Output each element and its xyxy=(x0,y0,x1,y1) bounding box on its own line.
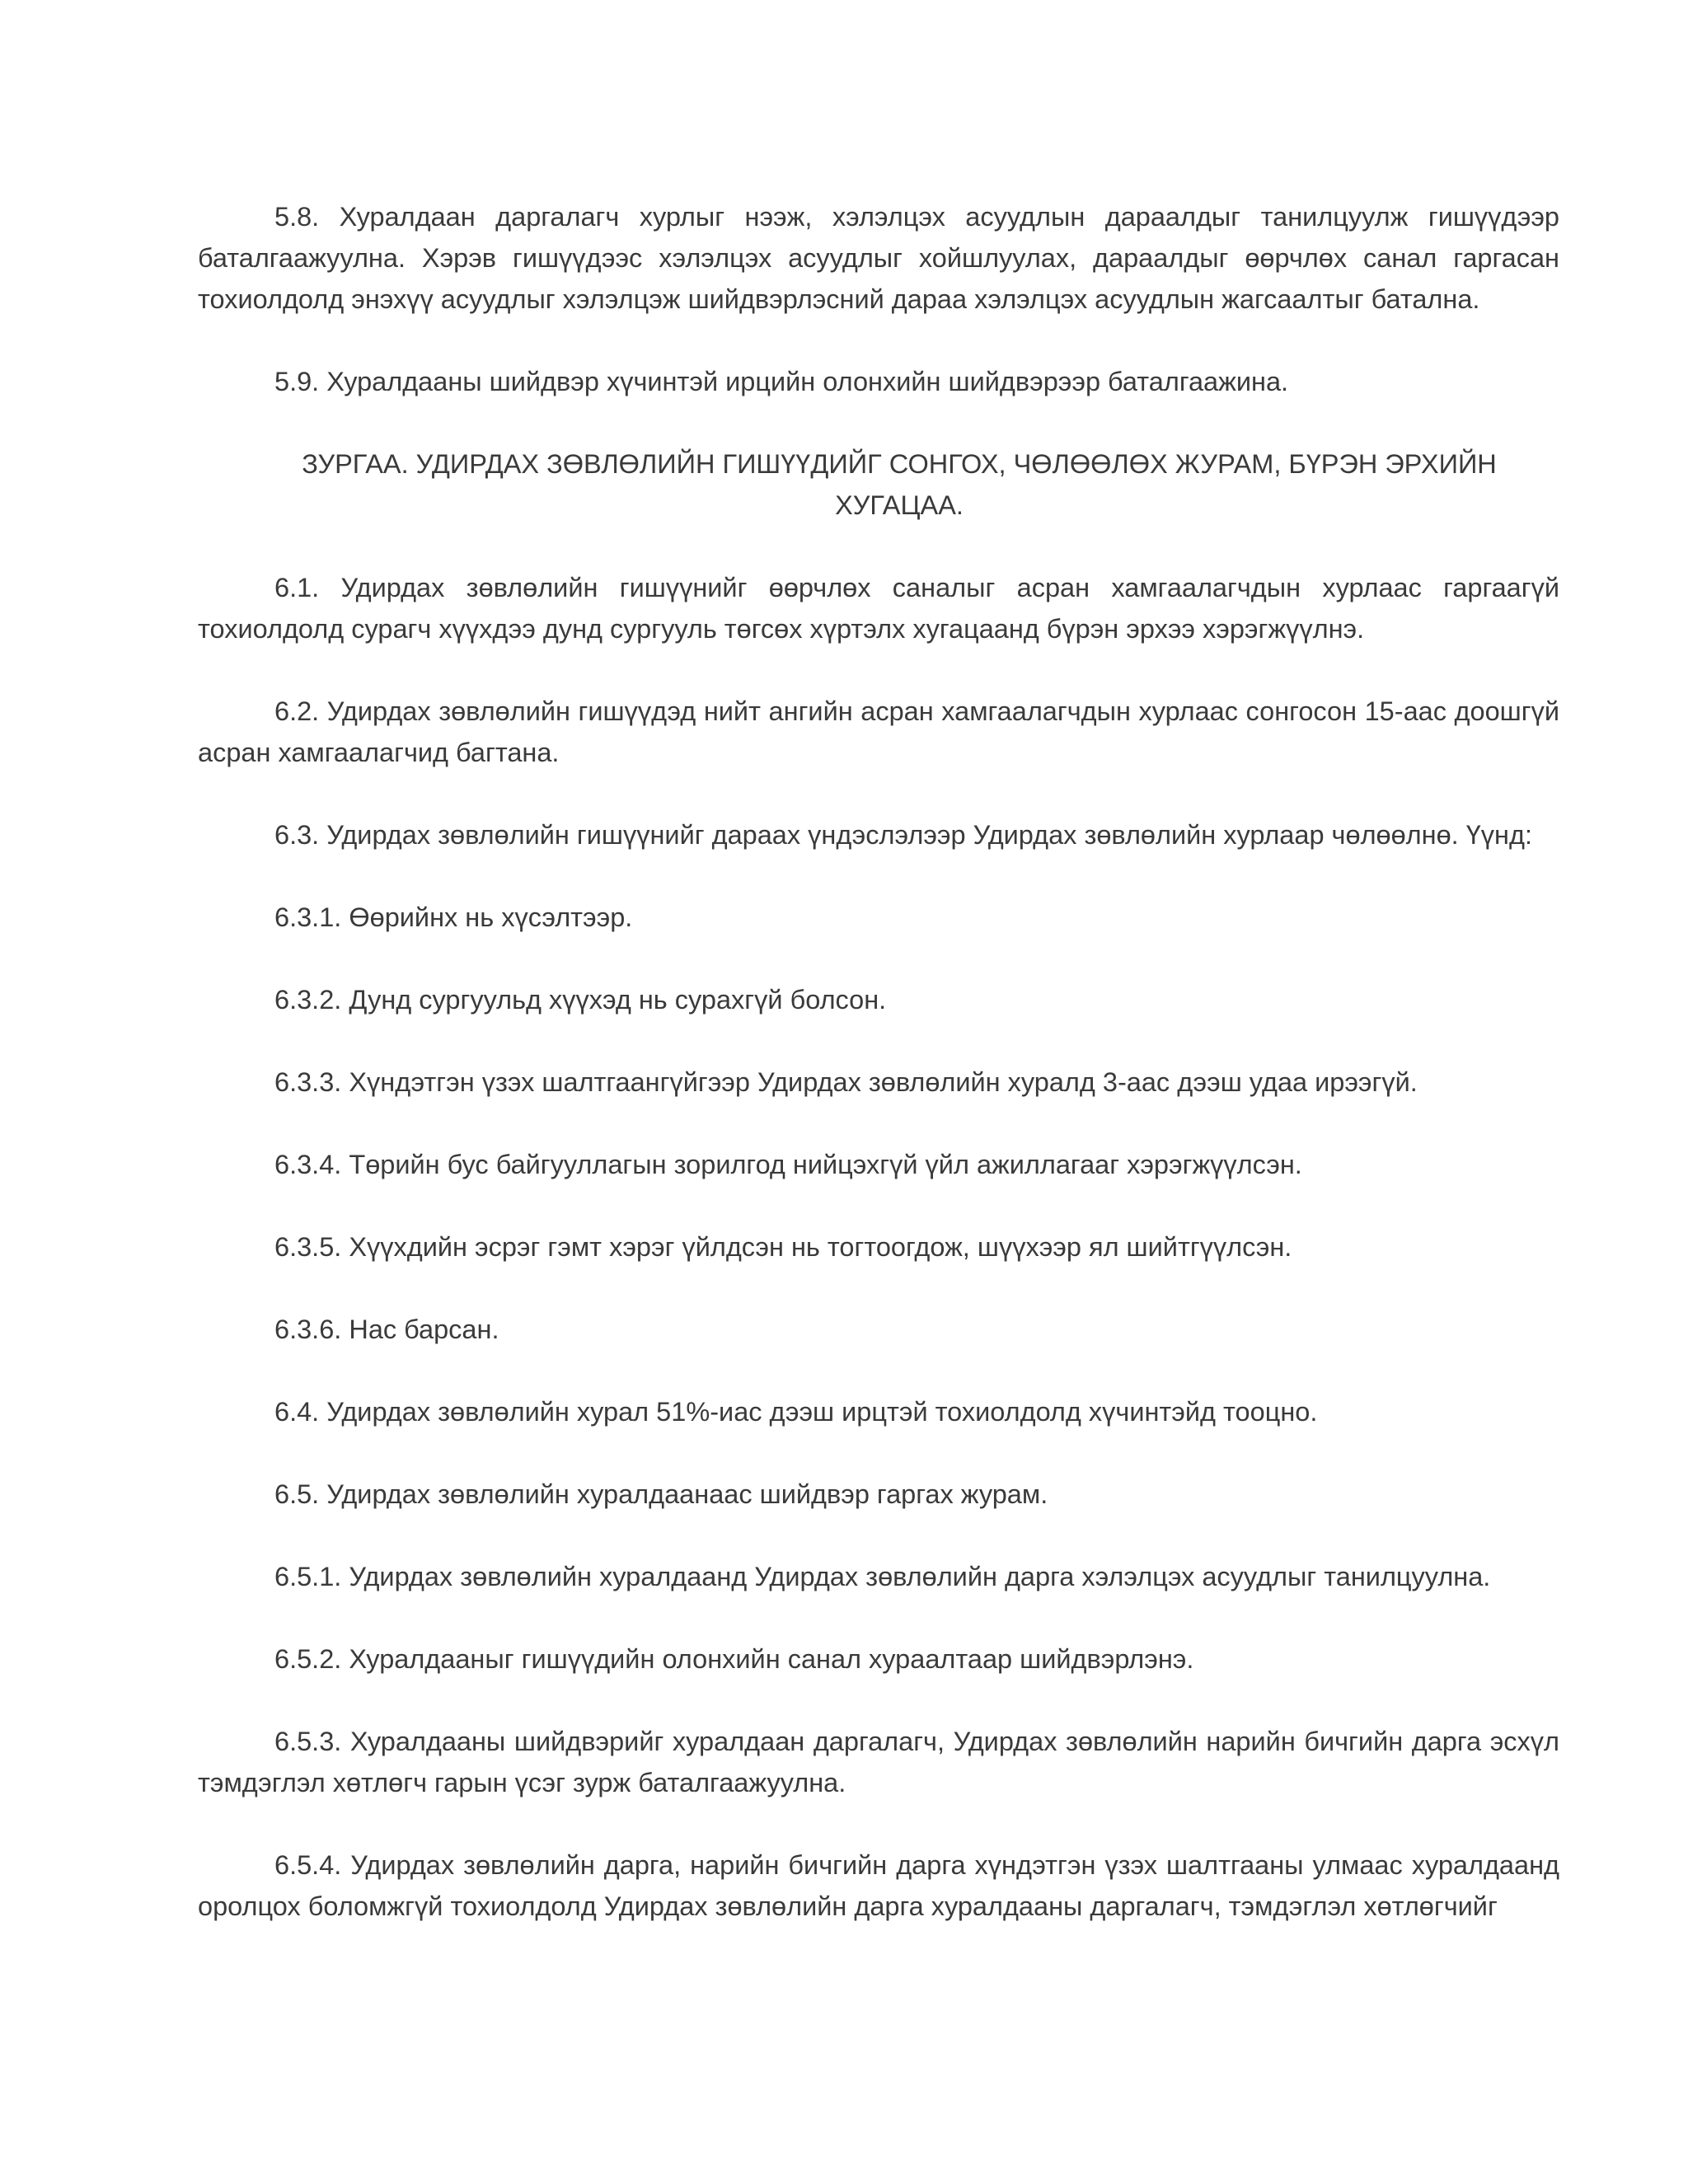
paragraph-6-5-3: 6.5.3. Хуралдааны шийдвэрийг хуралдаан даргалагч, Удирдах зөвлөлийн нарийн бичгийн дарга эсхүл тэмдэглэл хөтлөгч гарын үсэг зурж баталгаажуулна. xyxy=(198,1727,1559,1797)
paragraph-6-3-1: 6.3.1. Өөрийнх нь хүсэлтээр. xyxy=(274,902,633,932)
paragraph-6-3-4: 6.3.4. Төрийн бус байгууллагын зорилгод нийцэхгүй үйл ажиллагааг хэрэгжүүлсэн. xyxy=(274,1150,1302,1179)
paragraph-5-8: 5.8. Хуралдаан даргалагч хурлыг нээж, хэлэлцэх асуудлын дараалдыг танилцуулж гишүүдээр баталгаажуулна. Хэрэв гишүүдээс хэлэлцэх асуудлыг хойшлуулах, дараалдыг өөрчлөх санал гаргасан тохиолдолд энэхүү асуудлыг хэлэлцэж шийдвэрлэсний дараа хэлэлцэх асуудлын жагсаалтыг батална. xyxy=(198,202,1559,314)
paragraph-6-3-5: 6.3.5. Хүүхдийн эсрэг гэмт хэрэг үйлдсэн нь тогтоогдож, шүүхээр ял шийтгүүлсэн. xyxy=(274,1232,1292,1262)
paragraph-6-3-6: 6.3.6. Нас барсан. xyxy=(274,1315,499,1344)
paragraph-6-5-4: 6.5.4. Удирдах зөвлөлийн дарга, нарийн бичгийн дарга хүндэтгэн үзэх шалтгааны улмаас хуралдаанд оролцох боломжгүй тохиолдолд Удирдах зөвлөлийн дарга хуралдааны даргалагч, тэмдэглэл хөтлөгчийг xyxy=(198,1850,1559,1921)
paragraph-6-1: 6.1. Удирдах зөвлөлийн гишүүнийг өөрчлөх саналыг асран хамгаалагчдын хурлаас гаргаагүй тохиолдолд сурагч хүүхдээ дунд сургууль төгсөх хүртэлх хугацаанд бүрэн эрхээ хэрэгжүүлнэ. xyxy=(198,573,1559,644)
document-body xyxy=(198,196,1559,1968)
paragraph-6-5: 6.5. Удирдах зөвлөлийн хуралдаанаас шийдвэр гаргах журам. xyxy=(274,1479,1048,1509)
paragraph-5-9: 5.9. Хуралдааны шийдвэр хүчинтэй ирцийн олонхийн шийдвэрээр баталгаажина. xyxy=(274,367,1289,396)
paragraph-6-3-2: 6.3.2. Дунд сургуульд хүүхэд нь сурахгүй болсон. xyxy=(274,985,887,1015)
section-heading: ЗУРГАА. УДИРДАХ ЗӨВЛӨЛИЙН ГИШҮҮДИЙГ СОНГОХ, ЧӨЛӨӨЛӨХ ЖУРАМ, БҮРЭН ЭРХИЙН ХУГАЦАА. xyxy=(302,449,1497,520)
paragraph-6-5-2: 6.5.2. Хуралдааныг гишүүдийн олонхийн санал хураалтаар шийдвэрлэнэ. xyxy=(274,1644,1194,1674)
paragraph-6-2: 6.2. Удирдах зөвлөлийн гишүүдэд нийт ангийн асран хамгаалагчдын хурлаас сонгосон 15-аас доошгүй асран хамгаалагчид багтана. xyxy=(198,696,1559,767)
paragraph-6-3: 6.3. Удирдах зөвлөлийн гишүүнийг дараах үндэслэлээр Удирдах зөвлөлийн хурлаар чөлөөлнө. Үүнд: xyxy=(274,820,1532,850)
paragraph-6-4: 6.4. Удирдах зөвлөлийн хурал 51%-иас дээш ирцтэй тохиолдолд хүчинтэйд тооцно. xyxy=(274,1397,1318,1427)
paragraph-6-3-3: 6.3.3. Хүндэтгэн үзэх шалтгаангүйгээр Удирдах зөвлөлийн хуралд 3-аас дээш удаа ирээгүй. xyxy=(274,1067,1418,1097)
paragraph-6-5-1: 6.5.1. Удирдах зөвлөлийн хуралдаанд Удирдах зөвлөлийн дарга хэлэлцэх асуудлыг танилцуулна. xyxy=(274,1562,1491,1591)
